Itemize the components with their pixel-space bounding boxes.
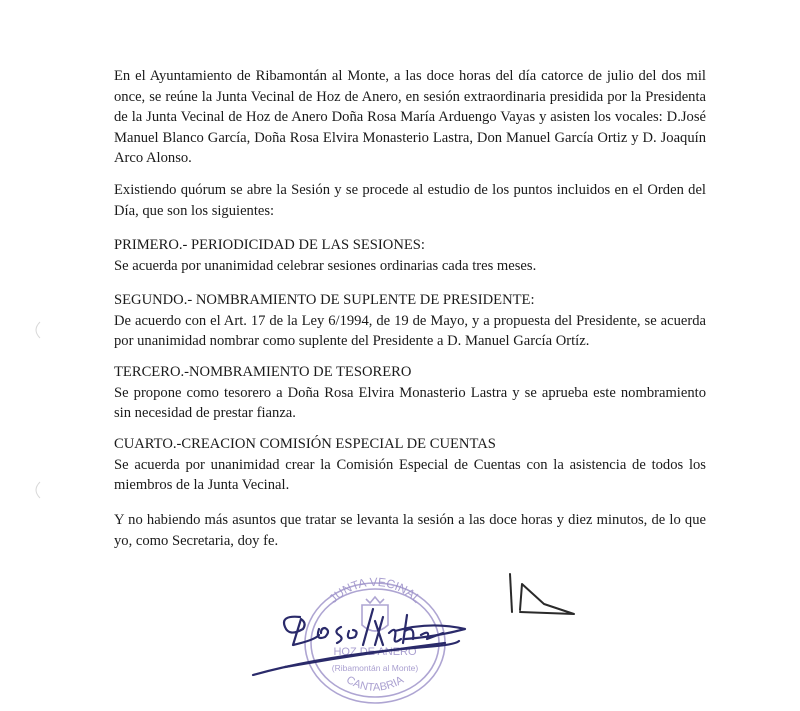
closing-paragraph: Y no habiendo más asuntos que tratar se levanta la sesión a las doce horas y diez minutos, de lo que yo, como Secretaria, doy fe.: [114, 512, 706, 549]
section-body: Se acuerda por unanimidad celebrar sesiones ordinarias cada tres meses.: [114, 257, 537, 274]
section-cuarto: [114, 434, 706, 496]
section-heading: CUARTO.-CREACION COMISIÓN ESPECIAL DE CUENTAS: [114, 436, 496, 452]
stamp-top-text: JUNTA VECINAL: [326, 575, 424, 606]
section-segundo: [114, 290, 706, 352]
section-primero: [114, 235, 706, 276]
section-body: Se propone como tesorero a Doña Rosa Elvira Monasterio Lastra y se aprueba este nombramiento sin necesidad de prestar fianza.: [114, 384, 706, 421]
stamp-bottom-text: CANTABRIA: [344, 674, 406, 694]
quorum-paragraph: Existiendo quórum se abre la Sesión y se procede al estudio de los puntos incluidos en el Orden del Día, que son los siguientes:: [114, 182, 706, 219]
section-heading: TERCERO.-NOMBRAMIENTO DE TESORERO: [114, 364, 412, 380]
section-heading: SEGUNDO.- NOMBRAMIENTO DE SUPLENTE DE PRESIDENTE:: [114, 292, 535, 308]
signature-president: [245, 595, 475, 685]
intro-paragraph: En el Ayuntamiento de Ribamontán al Monte, a las doce horas del día catorce de julio del dos mil once, se reúne la Junta Vecinal de Hoz de Anero, en sesión extraordinaria presidida por la Presidenta de la Junta Vecinal de Hoz de Anero Doña Rosa María Arduengo Vayas y asisten los vocales: D.José Manuel Blanco García, Doña Rosa Elvira Monasterio Lastra, Don Manuel García Ortiz y D. Joaquín Arco Alonso.: [114, 68, 706, 166]
signature-initials: [500, 570, 585, 620]
section-body: Se acuerda por unanimidad crear la Comisión Especial de Cuentas con la asistencia de todos los miembros de la Junta Vecinal.: [114, 456, 706, 493]
section-tercero: [114, 362, 706, 424]
scan-mark: [30, 320, 44, 340]
stamp-sub-text: (Ribamontán al Monte): [331, 663, 419, 673]
scan-mark: [30, 480, 44, 500]
section-heading: PRIMERO.- PERIODICIDAD DE LAS SESIONES:: [114, 237, 425, 253]
section-body: De acuerdo con el Art. 17 de la Ley 6/1994, de 19 de Mayo, y a propuesta del Presidente, se acuerda por unanimidad nombrar como suplente del Presidente a D. Manuel García Ortíz.: [114, 312, 706, 349]
stamp-middle-text: HOZ DE ANERO: [333, 646, 417, 658]
